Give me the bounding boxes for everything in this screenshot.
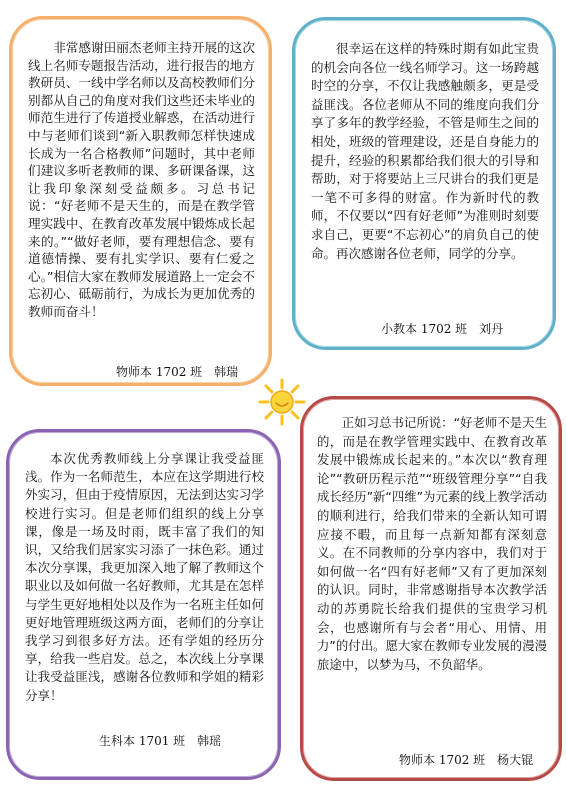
card-text: 本次优秀教师线上分享课让我受益匪浅。作为一名师范生，本应在这学期进行校外实习，但由于疫情原因，无法到达实习学校进行实习。但是老师们组织的线上分享课，像是一场及时雨，既丰富了我们的知识，又给我们居家实习添了一抹色彩。通过本次分享课，我更加深入地了解了教师这个职业以及如何做一名好教师，尤其是在怎样与学生更好地相处以及作为一名班主任如何更好地管理班级这两方面，老师们的分享让我学习到很多好方法。还有学姐的经历分享，给我一些启发。总之，本次线上分享课让我受益匪浅，感谢各位教师和学姐的精彩分享！ — [25, 451, 264, 703]
reflection-card-4 — [300, 396, 562, 781]
reflection-card-3 — [6, 429, 281, 780]
card-signature: 小教本 1702 班 刘丹 — [381, 322, 504, 336]
reflection-card-2 — [292, 17, 556, 350]
card-signature: 物师本 1702 班 杨大锟 — [399, 753, 534, 767]
sun-icon — [258, 378, 306, 426]
card-text: 很幸运在这样的特殊时期有如此宝贵的机会向各位一线名师学习。这一场跨越时空的分享，不仅让我感触颇多，更是受益匪浅。各位老师从不同的维度向我们分享了多年的教学经验，不管是师生之间的相处，班级的管理建设，还是自身能力的提升，经验的积累都给我们很大的引导和帮助，对于将要站上三尺讲台的我们更是一笔不可多得的财富。作为新时代的教师，不仅要以“四有好老师”为准则时刻要求自己，更要“不忘初心”的肩负自己的使命。再次感谢各位老师，同学的分享。 — [311, 41, 539, 261]
card-signature: 生科本 1701 班 韩瑶 — [99, 734, 222, 748]
card-text: 非常感谢田丽杰老师主持开展的这次线上名师专题报告活动，进行报告的地方教研员、一线中学名师以及高校教师们分别都从自己的角度对我们这些还未毕业的师范生进行了传道授业解惑，在活动进行中与老师们谈到“新入职教师怎样快速成长成为一名合格教师”问题时，其中老师们建议多听老教师的课、多研课备课，这让我印象深刻受益颇多。习总书记说：“好老师不是天生的，而是在教学管理实践中、在教育改革发展中锻炼成长起来的。”“做好老师，要有理想信念、要有道德情操、要有扎实学识、要有仁爱之心。”相信大家在教师发展道路上一定会不忘初心、砥砺前行，为成长为更加优秀的教师而奋斗！ — [28, 40, 255, 319]
reflection-card-1 — [9, 16, 272, 386]
card-text: 正如习总书记所说：“好老师不是天生的，而是在教学管理实践中、在教育改革发展中锻炼成长起来的。”本次以“教育理论”“教研历程示范”“班级管理分享”“自我成长经历”新“四维”为元素的线上教学活动的顺利进行，给我们带来的全新认知可谓应接不暇，而且每一点新知都有深刻意义。在不同教师的分享内容中，我们对于如何做一名“四有好老师”又有了更加深刻的认识。同时，非常感谢指导本次教学活动的苏勇院长给我们提供的宝贵学习机会，也感谢所有与会者“用心、用情、用力”的付出。愿大家在教师专业发展的漫漫旅途中，以梦为马，不负韶华。 — [317, 415, 547, 672]
card-signature: 物师本 1702 班 韩瑞 — [116, 365, 239, 379]
